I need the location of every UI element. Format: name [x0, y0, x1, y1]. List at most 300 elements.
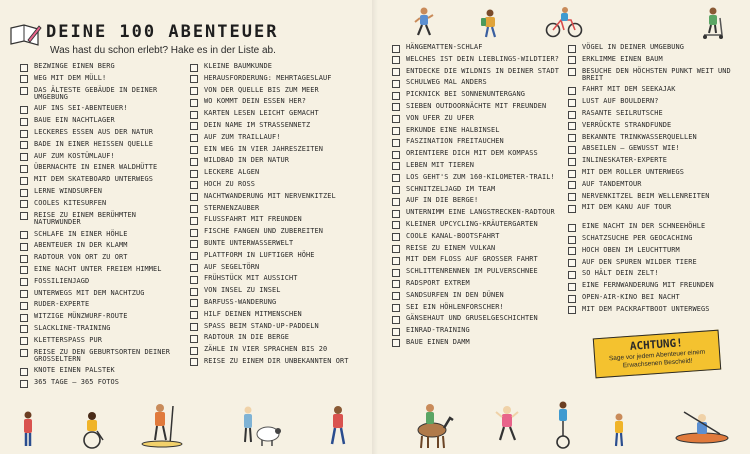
checklist-item-label: FLUSSFAHRT MIT FREUNDEN [204, 215, 302, 224]
checklist-item [568, 98, 744, 107]
checkbox[interactable] [20, 118, 28, 126]
checkbox[interactable] [190, 75, 198, 83]
warning-title: ACHTUNG! [629, 336, 684, 353]
checklist-item [392, 327, 564, 336]
checkbox[interactable] [20, 106, 28, 114]
checklist-item [190, 75, 365, 84]
checkbox[interactable] [20, 75, 28, 83]
book-gutter [372, 0, 378, 454]
checklist-item-label: REISE ZU EINEM VULKAN [406, 243, 496, 252]
checklist-item-label: EINE FERNWANDERUNG MIT FREUNDEN [582, 281, 714, 290]
checkbox[interactable] [392, 103, 400, 111]
paddleboard-kid-illustration [140, 400, 184, 450]
checklist-item [392, 115, 564, 124]
checkbox[interactable] [568, 259, 576, 267]
checkbox[interactable] [20, 212, 28, 220]
checkbox[interactable] [568, 122, 576, 130]
checklist-column-2 [190, 63, 365, 370]
checklist-item-label: SIEBEN OUTDOORNÄCHTE MIT FREUNDEN [406, 101, 547, 110]
checklist-item-label: RADSPORT EXTREM [406, 278, 470, 287]
checklist-item-label: HÄNGEMATTEN-SCHLAF [406, 43, 483, 51]
checklist-item-label: AUF IN DIE BERGE! [406, 196, 479, 205]
walking-kid-illustration [326, 404, 350, 450]
checkbox[interactable] [190, 99, 198, 107]
checkbox[interactable] [190, 347, 198, 355]
checkbox[interactable] [190, 193, 198, 201]
checkbox[interactable] [190, 323, 198, 331]
checklist-item [20, 367, 185, 376]
checkbox[interactable] [20, 177, 28, 185]
checkbox[interactable] [392, 45, 400, 53]
checklist-item-label: WITZIGE MÜNZWURF-ROUTE [34, 312, 128, 321]
checklist-item [568, 86, 744, 95]
checklist-item-label: UNTERNIMM EINE LANGSTRECKEN-RADTOUR [406, 208, 555, 217]
checklist-item-label: ZÄHLE IN VIER SPRACHEN BIS 20 [204, 345, 328, 354]
checklist-item-label: RASANTE SEILRUTSCHE [582, 109, 663, 118]
checkbox[interactable] [392, 127, 400, 135]
checkbox[interactable] [392, 139, 400, 147]
checklist-item-label: RADTOUR IN DIE BERGE [204, 333, 289, 342]
warning-notice [590, 328, 726, 378]
checklist-item-label: LERNE WINDSURFEN [34, 187, 102, 196]
checklist-item-label: AUF SEGELTÖRN [204, 262, 260, 271]
checklist-item [392, 138, 564, 147]
checklist-item [568, 282, 744, 291]
checklist-item [20, 325, 185, 334]
checklist-column-1 [20, 63, 185, 391]
checklist-item [20, 164, 185, 173]
checklist-item [20, 379, 185, 388]
checklist-item [190, 240, 365, 249]
checklist-item-label: FOSSILIENJAGD [34, 276, 90, 285]
checkbox[interactable] [392, 92, 400, 100]
checklist-item [190, 228, 365, 237]
checklist-item-label: AUF TANDEMTOUR [582, 179, 642, 188]
checklist-item-label: ABENTEUER IN DER KLAMM [34, 241, 128, 250]
checkbox[interactable] [392, 257, 400, 265]
checklist-item-label: AUF ZUM KOSTÜMLAUF! [34, 151, 115, 160]
checklist-item-label: ORIENTIERE DICH MIT DEM KOMPASS [406, 149, 538, 158]
checkbox[interactable] [392, 339, 400, 347]
checkbox[interactable] [190, 205, 198, 213]
checkbox[interactable] [392, 68, 400, 76]
checkbox[interactable] [20, 349, 28, 357]
checklist-item-label: BEKANNTE TRINKWASSERQUELLEN [582, 132, 697, 141]
checkbox[interactable] [20, 368, 28, 376]
checkbox[interactable] [568, 158, 576, 166]
checklist-item [392, 150, 564, 159]
checklist-item-label: MIT DEM PACKRAFTBOOT UNTERWEGS [582, 304, 710, 313]
checklist-item [392, 339, 564, 348]
checklist-item [20, 337, 185, 346]
checklist-item [568, 157, 744, 166]
checkbox[interactable] [392, 292, 400, 300]
checkbox[interactable] [190, 252, 198, 260]
checklist-item-label: EINE NACHT UNTER FREIEM HIMMEL [34, 264, 162, 273]
checklist-item [392, 186, 564, 195]
checkbox[interactable] [392, 328, 400, 336]
checklist-item [190, 181, 365, 190]
checklist-item-label: AUF ZUM TRAILLAUF! [204, 132, 281, 141]
checkbox[interactable] [392, 198, 400, 206]
checklist-item [190, 287, 365, 296]
checkbox[interactable] [392, 115, 400, 123]
checklist-item [392, 304, 564, 313]
checklist-item [568, 294, 744, 303]
checklist-item-label: LEBEN MIT TIEREN [406, 160, 474, 169]
checklist-item [568, 193, 744, 202]
checklist-item [20, 141, 185, 150]
checklist-item-label: ERKUNDE EINE HALBINSEL [406, 125, 500, 134]
checkbox[interactable] [190, 358, 198, 366]
checklist-item [568, 122, 744, 131]
checklist-item [20, 129, 185, 138]
checkbox[interactable] [392, 304, 400, 312]
checklist-item-label: VÖGEL IN DEINER UMGEBUNG [582, 43, 684, 51]
checklist-item-label: WILDBAD IN DER NATUR [204, 156, 289, 165]
checkbox[interactable] [20, 200, 28, 208]
checklist-item-label: 365 TAGE – 365 FOTOS [34, 378, 119, 387]
checkbox[interactable] [392, 316, 400, 324]
checklist-item [568, 110, 744, 119]
checklist-item-label: SO HÄLT DEIN ZELT! [582, 269, 659, 278]
jumping-kid-illustration [494, 404, 520, 450]
checklist-item [568, 56, 744, 65]
checkbox[interactable] [568, 181, 576, 189]
checklist-item [190, 216, 365, 225]
checklist-item-label: MIT DEM SKATEBOARD UNTERWEGS [34, 175, 153, 184]
checklist-item [190, 63, 365, 72]
checklist-item-label: FRÜHSTÜCK MIT AUSSICHT [204, 274, 298, 283]
checklist-item [392, 233, 564, 242]
checklist-item [190, 98, 365, 107]
checklist-item [190, 311, 365, 320]
checklist-item-label: RADTOUR VON ORT ZU ORT [34, 253, 128, 262]
scooter-kid-illustration [700, 6, 726, 40]
checklist-item [568, 223, 744, 232]
checklist-item [392, 162, 564, 171]
checklist-item [190, 205, 365, 214]
checklist-item [20, 242, 185, 251]
checkbox[interactable] [568, 193, 576, 201]
checklist-item-label: ABSEILEN – GEWUSST WIE! [582, 144, 680, 153]
checklist-item-label: SANDSURFEN IN DEN DÜNEN [406, 290, 504, 299]
checklist-item-label: NACHTWANDERUNG MIT NERVENKITZEL [204, 191, 336, 200]
checklist-item-label: BAUE EINEN DAMM [406, 337, 470, 346]
checkbox[interactable] [20, 231, 28, 239]
checkbox[interactable] [20, 302, 28, 310]
checkbox[interactable] [392, 245, 400, 253]
checklist-item-label: HERAUSFORDERUNG: MEHRTAGESLAUF [204, 73, 332, 82]
checklist-item-label: BUNTE UNTERWASSERWELT [204, 238, 294, 247]
checkbox[interactable] [568, 247, 576, 255]
checkbox[interactable] [568, 99, 576, 107]
checklist-item-label: DEIN NAME IM STRASSENNETZ [204, 120, 311, 129]
checklist-item [392, 197, 564, 206]
checklist-item-label: SCHNITZELJAGD IM TEAM [406, 184, 496, 193]
checklist-item [568, 145, 744, 154]
checklist-item-label: HOCH ZU ROSS [204, 179, 255, 188]
checklist-item [392, 256, 564, 265]
checkbox[interactable] [568, 283, 576, 291]
checklist-item [20, 176, 185, 185]
checkbox[interactable] [392, 151, 400, 159]
checklist-item [190, 134, 365, 143]
checklist-item-label: LUST AUF BOULDERN? [582, 97, 659, 106]
wheelchair-kid-illustration [78, 410, 108, 450]
checkbox[interactable] [568, 134, 576, 142]
checklist-item-label: SCHLAFE IN EINER HÖHLE [34, 229, 128, 238]
checkbox[interactable] [392, 186, 400, 194]
checklist-item [190, 299, 365, 308]
checkbox[interactable] [20, 255, 28, 263]
checklist-item-label: PICKNICK BEI SONNENUNTERGANG [406, 90, 525, 99]
checklist-item-label: COOLE KANAL-BOOTSFAHRT [406, 231, 500, 240]
checklist-item-label: MIT DEM KANU AUF TOUR [582, 203, 672, 212]
checklist-item [190, 358, 365, 367]
checklist-item-label: MIT DEM ROLLER UNTERWEGS [582, 168, 684, 177]
checkbox[interactable] [20, 165, 28, 173]
checkbox[interactable] [20, 64, 28, 72]
checkbox[interactable] [190, 64, 198, 72]
checklist-item [190, 157, 365, 166]
checkbox[interactable] [190, 264, 198, 272]
checkbox[interactable] [20, 189, 28, 197]
checklist-item [190, 275, 365, 284]
checkbox[interactable] [392, 56, 400, 64]
checklist-item-label: VON DER QUELLE BIS ZUM MEER [204, 85, 319, 94]
checklist-item-label: SCHATZSUCHE PER GEOCACHING [582, 234, 693, 243]
warning-text: Sage vor jedem Abenteuer einem Erwachsenen Bescheid! [608, 348, 706, 370]
checklist-item [568, 68, 744, 84]
checkbox[interactable] [20, 380, 28, 388]
checklist-item [20, 63, 185, 72]
checkbox[interactable] [392, 80, 400, 88]
checklist-item-label: GÄNSEHAUT UND GRUSELGESCHICHTEN [406, 314, 538, 323]
checkbox[interactable] [20, 130, 28, 138]
checkbox[interactable] [20, 243, 28, 251]
checkbox[interactable] [568, 205, 576, 213]
checklist-item-label: COOLES KITESURFEN [34, 198, 107, 207]
checklist-item [392, 209, 564, 218]
checklist-item [20, 290, 185, 299]
checkbox[interactable] [568, 306, 576, 314]
checkbox[interactable] [190, 170, 198, 178]
checklist-item [392, 221, 564, 230]
checkbox[interactable] [190, 181, 198, 189]
checklist-item [392, 56, 564, 65]
checklist-item-label: KARTEN LESEN LEICHT GEMACHT [204, 109, 319, 118]
checklist-item [20, 87, 185, 103]
checklist-item [20, 212, 185, 228]
checkbox[interactable] [190, 276, 198, 284]
checklist-item-label: AUF INS SEI-ABENTEUER! [34, 104, 128, 113]
checkbox[interactable] [190, 217, 198, 225]
standing-kid-illustration [20, 410, 36, 450]
checkbox[interactable] [20, 325, 28, 333]
checkbox[interactable] [190, 288, 198, 296]
checklist-item [568, 235, 744, 244]
checklist-item-label: HILF DEINEN MITMENSCHEN [204, 309, 302, 318]
checkbox[interactable] [20, 153, 28, 161]
checklist-column-4 [568, 44, 744, 318]
pony-rider-illustration [410, 398, 454, 450]
unicycle-kid-illustration [552, 400, 574, 450]
checkbox[interactable] [568, 56, 576, 64]
checkbox[interactable] [190, 158, 198, 166]
checklist-item-label: SEI EIN HÖHLENFORSCHER! [406, 302, 504, 311]
checklist-item-label: EINRAD-TRAINING [406, 326, 470, 335]
checklist-item [20, 231, 185, 240]
checkbox[interactable] [190, 335, 198, 343]
checklist-item [392, 91, 564, 100]
checklist-item [20, 266, 185, 275]
checklist-item-label: ÜBERNACHTE IN EINER WALDHÜTTE [34, 163, 158, 172]
checkbox[interactable] [568, 45, 576, 53]
checklist-item-label: BAUE EIN NACHTLAGER [34, 116, 115, 125]
checklist-item [190, 146, 365, 155]
checkbox[interactable] [190, 299, 198, 307]
checklist-item-label: VON UFER ZU UFER [406, 113, 474, 122]
checklist-item-label: RUDER-EXPERTE [34, 300, 90, 309]
checklist-item-label: VON INSEL ZU INSEL [204, 286, 281, 295]
checkbox[interactable] [190, 134, 198, 142]
checklist-item-label: BEZWINGE EINEN BERG [34, 62, 115, 70]
checklist-item [392, 174, 564, 183]
checkbox[interactable] [20, 314, 28, 322]
checkbox[interactable] [20, 141, 28, 149]
checklist-item-label: BADE IN EINER HEISSEN QUELLE [34, 139, 153, 148]
checkbox[interactable] [392, 269, 400, 277]
checklist-item-label: ERKLIMME EINEN BAUM [582, 54, 663, 63]
checklist-item [190, 193, 365, 202]
checkbox[interactable] [20, 337, 28, 345]
kid-with-sheep-illustration [238, 402, 282, 450]
checklist-item-label: UNTERWEGS MIT DEM NACHTZUG [34, 288, 145, 297]
checklist-item-label: KLETTERSPASS PUR [34, 335, 102, 344]
checkbox[interactable] [568, 224, 576, 232]
checkbox[interactable] [392, 210, 400, 218]
checklist-item-label: LECKERE ALGEN [204, 168, 260, 177]
checklist-item-label: REISE ZU EINEM DIR UNBEKANNTEN ORT [204, 356, 349, 365]
checkbox[interactable] [568, 68, 576, 76]
checkbox[interactable] [392, 280, 400, 288]
checkbox[interactable] [20, 278, 28, 286]
checkbox[interactable] [20, 266, 28, 274]
checklist-item-label: SCHLITTENRENNEN IM PULVERSCHNEE [406, 267, 538, 276]
page-title: DEINE 100 ABENTEUER [46, 22, 279, 42]
checklist-item [392, 292, 564, 301]
checklist-item-label: NERVENKITZEL BEIM WELLENREITEN [582, 191, 710, 200]
checklist-item-label: AUF DEN SPUREN WILDER TIERE [582, 257, 697, 266]
checklist-item [568, 134, 744, 143]
checkbox[interactable] [190, 122, 198, 130]
checklist-item [190, 334, 365, 343]
checklist-item [190, 252, 365, 261]
checklist-item [392, 79, 564, 88]
checklist-item-label: REISE ZU EINEM BERÜHMTEN NATURWUNDER [34, 210, 136, 227]
checklist-item [392, 103, 564, 112]
checkbox[interactable] [392, 162, 400, 170]
checklist-item [392, 280, 564, 289]
checklist-item [20, 301, 185, 310]
checklist-item [568, 169, 744, 178]
checkbox[interactable] [568, 236, 576, 244]
checkbox[interactable] [392, 221, 400, 229]
notebook-pencil-icon [8, 20, 42, 50]
checklist-item-label: MIT DEM FLOSS AUF GROSSER FAHRT [406, 255, 538, 264]
checklist-item-label: LECKERES ESSEN AUS DER NATUR [34, 128, 153, 137]
checklist-item [20, 349, 185, 365]
checklist-item [20, 75, 185, 84]
checklist-item-label: EINE NACHT IN DER SCHNEEHÖHLE [582, 222, 706, 231]
checkbox[interactable] [392, 174, 400, 182]
checkbox[interactable] [568, 170, 576, 178]
checkbox[interactable] [568, 146, 576, 154]
checkbox[interactable] [190, 311, 198, 319]
checkbox[interactable] [392, 233, 400, 241]
checklist-item [392, 44, 564, 53]
checklist-item-label: BESUCHE DEN HÖCHSTEN PUNKT WEIT UND BREIT [582, 66, 731, 83]
checkbox[interactable] [190, 146, 198, 154]
checklist-item [392, 315, 564, 324]
checklist-item [20, 105, 185, 114]
checklist-item [20, 278, 185, 287]
checkbox[interactable] [568, 87, 576, 95]
checkbox[interactable] [20, 87, 28, 95]
checklist-item [20, 188, 185, 197]
checklist-item-label: EIN WEG IN VIER JAHRESZEITEN [204, 144, 323, 153]
checklist-item [20, 200, 185, 209]
checklist-item [568, 44, 744, 53]
checkbox[interactable] [568, 271, 576, 279]
checkbox[interactable] [190, 240, 198, 248]
checkbox[interactable] [190, 87, 198, 95]
checkbox[interactable] [568, 111, 576, 119]
checklist-item-label: REISE ZU DEN GEBURTSORTEN DEINER GROSSELTERN [34, 347, 170, 364]
checklist-item-label: HOCH OBEN IM LEUCHTTURM [582, 245, 680, 254]
checklist-column-3 [392, 44, 564, 351]
checklist-item-label: BARFUSS-WANDERUNG [204, 297, 277, 306]
warning-sticker [593, 330, 721, 379]
checkbox[interactable] [190, 229, 198, 237]
checklist-item-label: FAHRT MIT DEM SEEKAJAK [582, 85, 676, 94]
checkbox[interactable] [190, 111, 198, 119]
checklist-item-label: ENTDECKE DIE WILDNIS IN DEINER STADT [406, 66, 559, 75]
checklist-item [568, 306, 744, 315]
checkbox[interactable] [568, 295, 576, 303]
page-subtitle: Was hast du schon erlebt? Hake es in der Liste ab. [50, 45, 276, 56]
checklist-item-label: WO KOMMT DEIN ESSEN HER? [204, 97, 306, 106]
checklist-item-label: FISCHE FANGEN UND ZUBEREITEN [204, 227, 323, 236]
checklist-item-label: SPASS BEIM STAND-UP-PADDELN [204, 321, 319, 330]
checklist-item [568, 181, 744, 190]
checklist-item-label: STERNENZAUBER [204, 203, 260, 212]
checklist-item [20, 117, 185, 126]
checklist-item [190, 169, 365, 178]
cycling-kid-illustration [544, 6, 584, 38]
checklist-item [392, 68, 564, 77]
checkbox[interactable] [20, 290, 28, 298]
checklist-item [568, 270, 744, 279]
checklist-item [190, 346, 365, 355]
checklist-item [392, 245, 564, 254]
kayak-kid-illustration [674, 404, 730, 448]
checklist-item-label: VERRÜCKTE STRANDFUNDE [582, 120, 672, 129]
checklist-item [190, 122, 365, 131]
checklist-item [190, 87, 365, 96]
checklist-item-label: SLACKLINE-TRAINING [34, 323, 111, 332]
